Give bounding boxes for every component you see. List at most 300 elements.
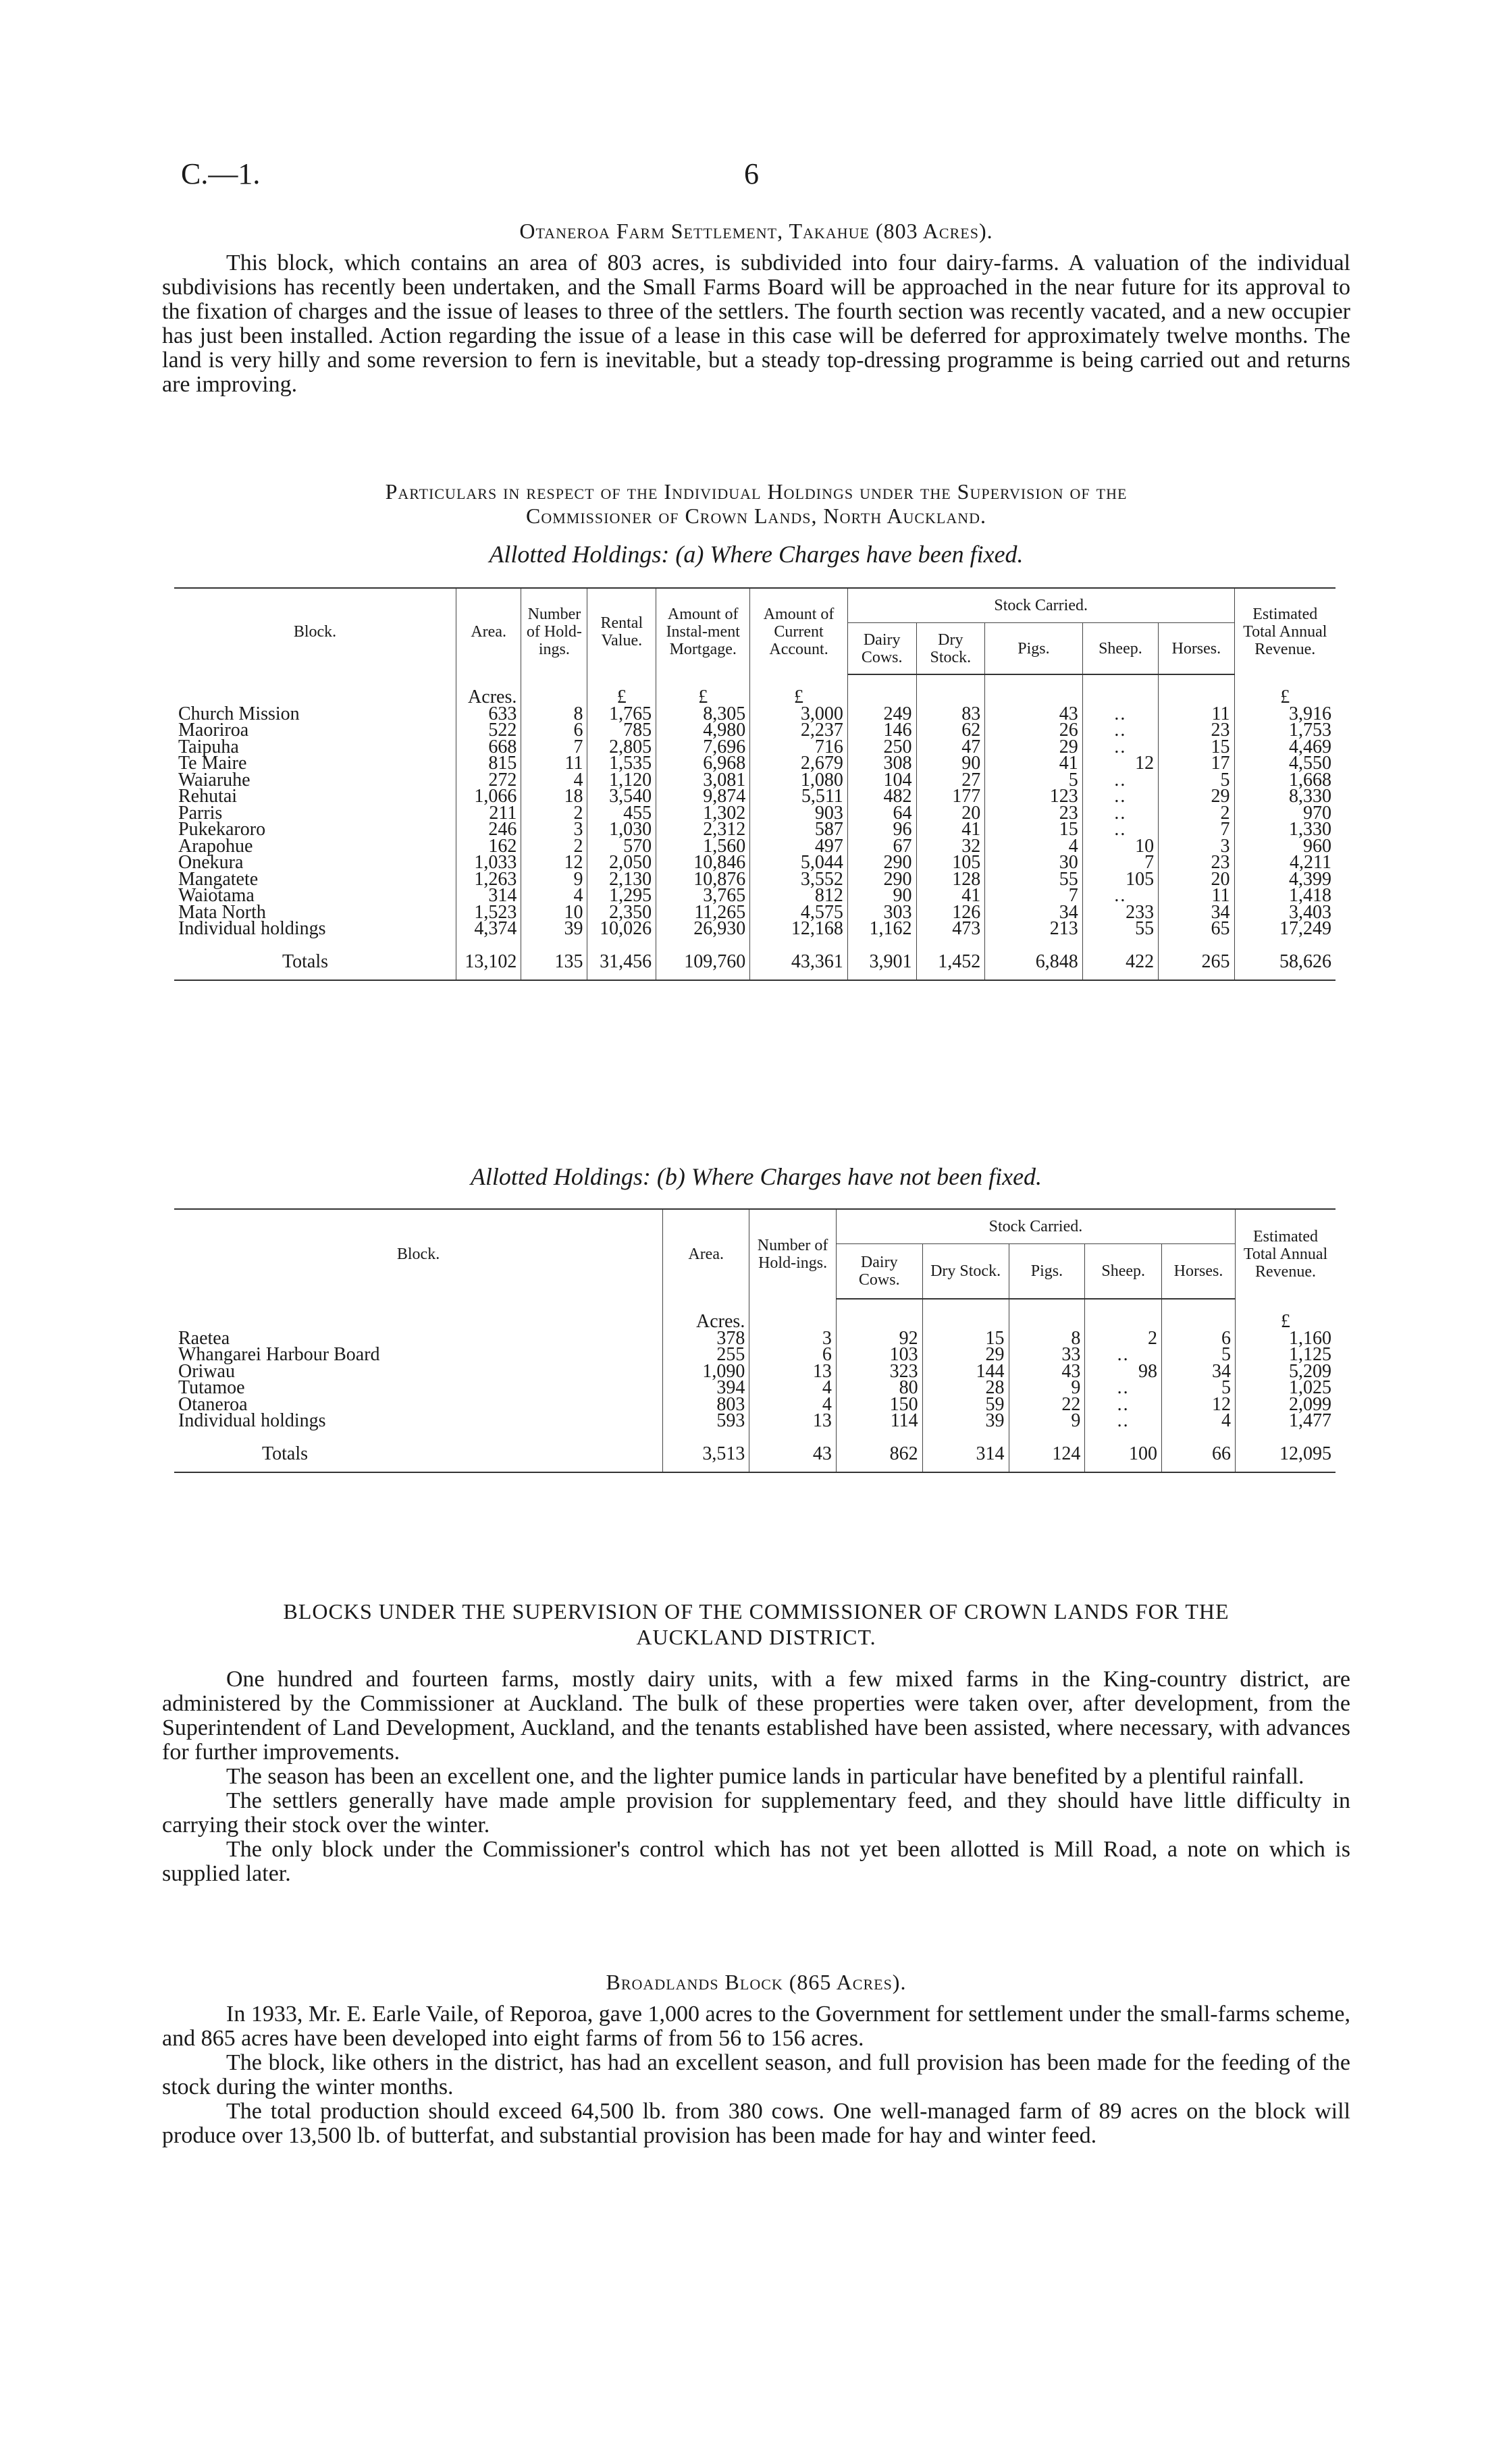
revenue-cell: 1,418 (1234, 888, 1336, 905)
pigs-cell: 213 (985, 921, 1083, 938)
current-cell: 3,000 (750, 706, 848, 723)
holdings-cell: 13 (749, 1413, 837, 1430)
unit-instalment: £ (656, 674, 750, 706)
pigs-cell: 7 (985, 888, 1083, 905)
otaneroa-paragraph (162, 251, 1350, 397)
block-name-cell: Whangarei Harbour Board (178, 1344, 380, 1365)
revenue-cell: 5,209 (1236, 1364, 1336, 1381)
rental-total-cell: 31,456 (587, 944, 656, 981)
dry-cell: 128 (916, 872, 985, 888)
rental-cell: 1,120 (587, 772, 656, 789)
current-cell: 12,168 (750, 921, 848, 938)
horses-cell: 17 (1159, 755, 1234, 772)
revenue-cell: 4,211 (1234, 855, 1336, 872)
current-cell: 2,679 (750, 755, 848, 772)
area-total-cell: 3,513 (663, 1437, 749, 1473)
b-col-area-header: Area. (663, 1209, 749, 1299)
area-cell: 593 (663, 1413, 749, 1430)
rental-cell: 785 (587, 722, 656, 739)
document-reference: C.—1. (181, 157, 261, 190)
auckland-paragraph: The season has been an excellent one, and the lighter pumice lands in particular have benefited by a plentiful rainfall. (226, 1764, 1304, 1789)
holdings-cell: 3 (749, 1331, 837, 1347)
b-col-dry-header: Dry Stock. (922, 1244, 1009, 1300)
horses-cell: 11 (1159, 888, 1234, 905)
dairy-cell: 92 (836, 1331, 922, 1347)
dry-cell: 41 (916, 822, 985, 838)
totals-row (174, 1437, 1336, 1473)
rental-cell: 2,050 (587, 855, 656, 872)
table-a-title: Allotted Holdings: (a) Where Charges have been fixed. (489, 541, 1024, 568)
pigs-cell: 43 (1009, 1364, 1085, 1381)
revenue-cell: 1,125 (1236, 1347, 1336, 1364)
block-name-cell: Oriwau (178, 1360, 235, 1382)
holdings-cell: 2 (521, 805, 587, 822)
col-dairy-header: Dairy Cows. (847, 623, 916, 675)
area-cell: 1,263 (456, 872, 521, 888)
sheep-cell: 2 (1085, 1331, 1162, 1347)
area-cell: 1,066 (456, 788, 521, 805)
table-a-body (174, 674, 1336, 980)
instalment-cell: 2,312 (656, 822, 750, 838)
pigs-cell: 43 (985, 706, 1083, 723)
b-col-dairy-header: Dairy Cows. (836, 1244, 922, 1300)
sheep-total-cell: 100 (1085, 1437, 1162, 1473)
holdings-cell: 9 (521, 872, 587, 888)
sheep-cell: 10 (1082, 838, 1158, 855)
dry-cell: 39 (922, 1413, 1009, 1430)
table-row (174, 755, 1336, 772)
horses-cell: 23 (1159, 855, 1234, 872)
block-name-cell: Rehutai (178, 786, 238, 807)
area-cell: 522 (456, 722, 521, 739)
revenue-cell: 1,330 (1234, 822, 1336, 838)
dairy-cell: 249 (847, 706, 916, 723)
particulars-heading (162, 479, 1350, 528)
horses-cell: 4 (1161, 1413, 1235, 1430)
dairy-cell: 323 (836, 1364, 922, 1381)
horses-cell: 12 (1161, 1397, 1235, 1414)
instalment-cell: 9,874 (656, 788, 750, 805)
dry-cell: 473 (916, 921, 985, 938)
col-dry-header: Dry Stock. (916, 623, 985, 675)
holdings-cell: 3 (521, 822, 587, 838)
dry-total-cell: 314 (922, 1437, 1009, 1473)
block-name-cell: Individual holdings (178, 1410, 326, 1431)
holdings-cell: 4 (749, 1380, 837, 1397)
rental-cell: 1,765 (587, 706, 656, 723)
area-cell: 394 (663, 1380, 749, 1397)
pigs-cell: 22 (1009, 1397, 1085, 1414)
pigs-cell: 9 (1009, 1413, 1085, 1430)
horses-total-cell: 265 (1159, 944, 1234, 981)
auckland-heading-line-1: BLOCKS UNDER THE SUPERVISION OF THE COMMISSIONER OF CROWN LANDS FOR THE (283, 1599, 1230, 1624)
revenue-cell: 4,399 (1234, 872, 1336, 888)
dairy-total-cell: 862 (836, 1437, 922, 1473)
sheep-total-cell: 422 (1082, 944, 1158, 981)
table-row (174, 838, 1336, 855)
instalment-cell: 3,081 (656, 772, 750, 789)
block-name-cell: Waiaruhe (178, 769, 250, 791)
area-cell: 211 (456, 805, 521, 822)
sheep-cell: 233 (1082, 905, 1158, 921)
col-revenue-header: Estimated Total Annual Revenue. (1234, 588, 1336, 674)
rental-cell: 1,295 (587, 888, 656, 905)
units-row (174, 674, 1336, 706)
dry-cell: 29 (922, 1347, 1009, 1364)
block-name-cell: Church Mission (178, 703, 300, 724)
area-cell: 378 (663, 1331, 749, 1347)
holdings-cell: 8 (521, 706, 587, 723)
dry-cell: 59 (922, 1397, 1009, 1414)
col-holdings-header: Number of Hold-ings. (521, 588, 587, 674)
holdings-cell: 6 (521, 722, 587, 739)
sheep-cell: .. (1082, 739, 1158, 756)
b-col-holdings-header: Number of Hold-ings. (749, 1209, 837, 1299)
area-cell: 1,090 (663, 1364, 749, 1381)
auckland-heading-line-2: AUCKLAND DISTRICT. (636, 1625, 876, 1649)
holdings-cell: 4 (749, 1397, 837, 1414)
table-row (174, 1397, 1336, 1414)
unit-revenue: £ (1234, 674, 1336, 706)
area-cell: 255 (663, 1347, 749, 1364)
area-cell: 272 (456, 772, 521, 789)
table-b (174, 1208, 1336, 1473)
rental-cell: 1,535 (587, 755, 656, 772)
page-number: 6 (744, 157, 759, 190)
holdings-cell: 13 (749, 1364, 837, 1381)
pigs-cell: 26 (985, 722, 1083, 739)
table-row (174, 921, 1336, 938)
b-stock-carried-header: Stock Carried. (836, 1209, 1235, 1244)
totals-label-cell: Totals (174, 944, 456, 981)
col-rental-header: Rental Value. (587, 588, 656, 674)
area-cell: 4,374 (456, 921, 521, 938)
block-name-cell: Mangatete (178, 868, 259, 890)
horses-cell: 2 (1159, 805, 1234, 822)
sheep-cell: .. (1082, 788, 1158, 805)
col-area-header: Area. (456, 588, 521, 674)
revenue-cell: 3,916 (1234, 706, 1336, 723)
dry-cell: 41 (916, 888, 985, 905)
revenue-cell: 17,249 (1234, 921, 1336, 938)
revenue-total-cell: 12,095 (1236, 1437, 1336, 1473)
block-name-cell: Taipuha (178, 736, 239, 757)
auckland-paragraph: One hundred and fourteen farms, mostly dairy units, with a few mixed farms in the King-country district, are administered by the Commissioner at Auckland. The bulk of these properties were taken over, after development, from the Superintendent of Land Development, Auckland, and the tenants established have been assisted, where necessary, with advances for further improvements. (162, 1667, 1350, 1765)
horses-cell: 5 (1161, 1347, 1235, 1364)
b-col-revenue-header: Estimated Total Annual Revenue. (1236, 1209, 1336, 1299)
holdings-cell: 39 (521, 921, 587, 938)
pigs-cell: 30 (985, 855, 1083, 872)
col-horses-header: Horses. (1159, 623, 1234, 675)
rental-cell: 1,030 (587, 822, 656, 838)
b-col-pigs-header: Pigs. (1009, 1244, 1085, 1300)
revenue-cell: 1,025 (1236, 1380, 1336, 1397)
pigs-cell: 41 (985, 755, 1083, 772)
area-cell: 815 (456, 755, 521, 772)
table-row (174, 739, 1336, 756)
dairy-cell: 103 (836, 1347, 922, 1364)
horses-cell: 7 (1159, 822, 1234, 838)
table-a (174, 587, 1336, 981)
pigs-total-cell: 6,848 (985, 944, 1083, 981)
pigs-cell: 23 (985, 805, 1083, 822)
auckland-paragraph: The settlers generally have made ample provision for supplementary feed, and they should have little difficulty in carrying their stock over the winter. (162, 1788, 1350, 1838)
dry-total-cell: 1,452 (916, 944, 985, 981)
col-current-header: Amount of Current Account. (750, 588, 848, 674)
dry-cell: 27 (916, 772, 985, 789)
sheep-cell: .. (1082, 805, 1158, 822)
table-row (174, 772, 1336, 789)
particulars-line-1: Particulars in respect of the Individual Holdings under the Supervision of the (385, 479, 1128, 504)
sheep-cell: 105 (1082, 872, 1158, 888)
sheep-cell: 98 (1085, 1364, 1162, 1381)
sheep-cell: .. (1082, 706, 1158, 723)
instalment-cell: 8,305 (656, 706, 750, 723)
block-name-cell: Te Maire (178, 753, 247, 774)
revenue-cell: 970 (1234, 805, 1336, 822)
b-col-block-header: Block. (174, 1209, 663, 1299)
dairy-cell: 308 (847, 755, 916, 772)
rental-cell: 455 (587, 805, 656, 822)
horses-cell: 23 (1159, 722, 1234, 739)
holdings-cell: 11 (521, 755, 587, 772)
holdings-cell: 7 (521, 739, 587, 756)
dry-cell: 126 (916, 905, 985, 921)
block-name-cell: Arapohue (178, 835, 253, 857)
dry-cell: 47 (916, 739, 985, 756)
revenue-cell: 960 (1234, 838, 1336, 855)
dairy-cell: 150 (836, 1397, 922, 1414)
area-cell: 803 (663, 1397, 749, 1414)
current-total-cell: 43,361 (750, 944, 848, 981)
current-cell: 4,575 (750, 905, 848, 921)
horses-cell: 3 (1159, 838, 1234, 855)
sheep-cell: .. (1085, 1347, 1162, 1364)
auckland-paragraphs (162, 1667, 1350, 1886)
instalment-cell: 1,302 (656, 805, 750, 822)
dry-cell: 28 (922, 1380, 1009, 1397)
dry-cell: 20 (916, 805, 985, 822)
table-b-body (174, 1299, 1336, 1472)
holdings-cell: 18 (521, 788, 587, 805)
revenue-cell: 8,330 (1234, 788, 1336, 805)
block-name-cell: Individual holdings (178, 918, 326, 939)
sheep-cell: .. (1082, 772, 1158, 789)
col-instalment-header: Amount of Instal-ment Mortgage. (656, 588, 750, 674)
block-name-cell: Tutamoe (178, 1377, 245, 1398)
horses-cell: 5 (1161, 1380, 1235, 1397)
rental-cell: 2,350 (587, 905, 656, 921)
dairy-cell: 250 (847, 739, 916, 756)
table-row (174, 788, 1336, 805)
dairy-cell: 67 (847, 838, 916, 855)
horses-cell: 20 (1159, 872, 1234, 888)
stock-carried-header: Stock Carried. (847, 588, 1234, 623)
broadlands-paragraph: The block, like others in the district, has had an excellent season, and full provision has been made for the feeding of the stock during the winter months. (162, 2050, 1350, 2099)
table-row (174, 888, 1336, 905)
pigs-cell: 15 (985, 822, 1083, 838)
instalment-cell: 4,980 (656, 722, 750, 739)
sheep-cell: .. (1085, 1397, 1162, 1414)
table-row (174, 722, 1336, 739)
table-row (174, 822, 1336, 838)
revenue-cell: 4,550 (1234, 755, 1336, 772)
spacer-row (174, 938, 1336, 944)
pigs-cell: 123 (985, 788, 1083, 805)
pigs-cell: 55 (985, 872, 1083, 888)
area-cell: 1,033 (456, 855, 521, 872)
dairy-total-cell: 3,901 (847, 944, 916, 981)
spacer-row (174, 1430, 1336, 1437)
otaneroa-heading: Otaneroa Farm Settlement, Takahue (803 Acres). (519, 219, 993, 243)
dairy-cell: 96 (847, 822, 916, 838)
b-col-sheep-header: Sheep. (1085, 1244, 1162, 1300)
pigs-cell: 4 (985, 838, 1083, 855)
horses-cell: 34 (1159, 905, 1234, 921)
pigs-cell: 5 (985, 772, 1083, 789)
dairy-cell: 146 (847, 722, 916, 739)
horses-cell: 29 (1159, 788, 1234, 805)
instalment-cell: 3,765 (656, 888, 750, 905)
instalment-cell: 10,876 (656, 872, 750, 888)
table-b-title: Allotted Holdings: (b) Where Charges have not been fixed. (470, 1163, 1042, 1190)
table-row (174, 1364, 1336, 1381)
revenue-cell: 1,160 (1236, 1331, 1336, 1347)
block-name-cell: Parris (178, 802, 223, 824)
sheep-cell: .. (1085, 1413, 1162, 1430)
rental-cell: 3,540 (587, 788, 656, 805)
dry-cell: 62 (916, 722, 985, 739)
horses-cell: 11 (1159, 706, 1234, 723)
holdings-cell: 2 (521, 838, 587, 855)
holdings-cell: 6 (749, 1347, 837, 1364)
broadlands-paragraph: In 1933, Mr. E. Earle Vaile, of Reporoa, gave 1,000 acres to the Government for settlement under the small-farms scheme, and 865 acres have been developed into eight farms of from 56 to 156 acres. (162, 2002, 1350, 2051)
area-cell: 246 (456, 822, 521, 838)
current-cell: 716 (750, 739, 848, 756)
b-unit-revenue: £ (1236, 1299, 1336, 1331)
b-col-horses-header: Horses. (1161, 1244, 1235, 1300)
current-cell: 3,552 (750, 872, 848, 888)
pigs-cell: 8 (1009, 1331, 1085, 1347)
col-pigs-header: Pigs. (985, 623, 1083, 675)
pigs-cell: 33 (1009, 1347, 1085, 1364)
b-unit-area: Acres. (663, 1299, 749, 1331)
pigs-cell: 34 (985, 905, 1083, 921)
horses-total-cell: 66 (1161, 1437, 1235, 1473)
totals-label-cell: Totals (174, 1437, 663, 1473)
area-cell: 162 (456, 838, 521, 855)
revenue-cell: 1,668 (1234, 772, 1336, 789)
sheep-cell: .. (1082, 822, 1158, 838)
dry-cell: 32 (916, 838, 985, 855)
holdings-cell: 4 (521, 888, 587, 905)
dry-cell: 90 (916, 755, 985, 772)
instalment-cell: 7,696 (656, 739, 750, 756)
block-name-cell: Onekura (178, 852, 244, 873)
current-cell: 5,511 (750, 788, 848, 805)
otaneroa-text: This block, which contains an area of 803 acres, is subdivided into four dairy-farms. A valuation of the individual subdivisions has recently been undertaken, and the Small Farms Board will be approached in the near future for its approval to the fixation of charges and the issue of leases to three of the settlers. The fourth section was recently vacated, and a new occupier has just been installed. Action regarding the issue of a lease in this case will be deferred for approximately twelve months. The land is very hilly and some reversion to fern is inevitable, but a steady top-dressing programme is being carried out and returns are improving. (162, 250, 1350, 397)
dairy-cell: 290 (847, 855, 916, 872)
table-row (174, 872, 1336, 888)
instalment-cell: 10,846 (656, 855, 750, 872)
table-row (174, 1380, 1336, 1397)
totals-row (174, 944, 1336, 981)
rental-cell: 570 (587, 838, 656, 855)
dairy-cell: 290 (847, 872, 916, 888)
instalment-cell: 6,968 (656, 755, 750, 772)
instalment-cell: 1,560 (656, 838, 750, 855)
unit-current: £ (750, 674, 848, 706)
current-cell: 812 (750, 888, 848, 905)
dairy-cell: 64 (847, 805, 916, 822)
b-units-row (174, 1299, 1336, 1331)
revenue-cell: 4,469 (1234, 739, 1336, 756)
revenue-cell: 1,477 (1236, 1413, 1336, 1430)
current-cell: 2,237 (750, 722, 848, 739)
dry-cell: 144 (922, 1364, 1009, 1381)
holdings-cell: 10 (521, 905, 587, 921)
dry-cell: 105 (916, 855, 985, 872)
area-cell: 314 (456, 888, 521, 905)
horses-cell: 65 (1159, 921, 1234, 938)
instalment-cell: 11,265 (656, 905, 750, 921)
table-row (174, 855, 1336, 872)
holdings-cell: 12 (521, 855, 587, 872)
auckland-heading (162, 1599, 1350, 1650)
dairy-cell: 1,162 (847, 921, 916, 938)
revenue-cell: 2,099 (1236, 1397, 1336, 1414)
area-cell: 1,523 (456, 905, 521, 921)
dry-cell: 177 (916, 788, 985, 805)
current-cell: 587 (750, 822, 848, 838)
current-cell: 5,044 (750, 855, 848, 872)
area-cell: 668 (456, 739, 521, 756)
block-name-cell: Pukekaroro (178, 819, 266, 840)
revenue-cell: 1,753 (1234, 722, 1336, 739)
particulars-line-2: Commissioner of Crown Lands, North Auckland. (525, 504, 987, 528)
rental-cell: 2,130 (587, 872, 656, 888)
auckland-paragraph: The only block under the Commissioner's control which has not yet been allotted is Mill Road, a note on which is supplied later. (162, 1837, 1350, 1886)
unit-area: Acres. (456, 674, 521, 706)
block-name-cell: Raetea (178, 1327, 230, 1349)
dairy-cell: 80 (836, 1380, 922, 1397)
dairy-cell: 90 (847, 888, 916, 905)
broadlands-heading: Broadlands Block (865 Acres). (606, 1970, 907, 1994)
rental-cell: 10,026 (587, 921, 656, 938)
revenue-total-cell: 58,626 (1234, 944, 1336, 981)
holdings-cell: 4 (521, 772, 587, 789)
col-block-header: Block. (174, 588, 456, 674)
dairy-cell: 114 (836, 1413, 922, 1430)
horses-cell: 15 (1159, 739, 1234, 756)
table-row (174, 1347, 1336, 1364)
block-name-cell: Mata North (178, 901, 266, 923)
instalment-total-cell: 109,760 (656, 944, 750, 981)
pigs-cell: 9 (1009, 1380, 1085, 1397)
horses-cell: 6 (1161, 1331, 1235, 1347)
dairy-cell: 303 (847, 905, 916, 921)
horses-cell: 34 (1161, 1364, 1235, 1381)
rental-cell: 2,805 (587, 739, 656, 756)
current-cell: 497 (750, 838, 848, 855)
holdings-total-cell: 135 (521, 944, 587, 981)
dairy-cell: 104 (847, 772, 916, 789)
current-cell: 903 (750, 805, 848, 822)
dry-cell: 15 (922, 1331, 1009, 1347)
sheep-cell: 7 (1082, 855, 1158, 872)
sheep-cell: .. (1082, 722, 1158, 739)
table-row (174, 1413, 1336, 1430)
